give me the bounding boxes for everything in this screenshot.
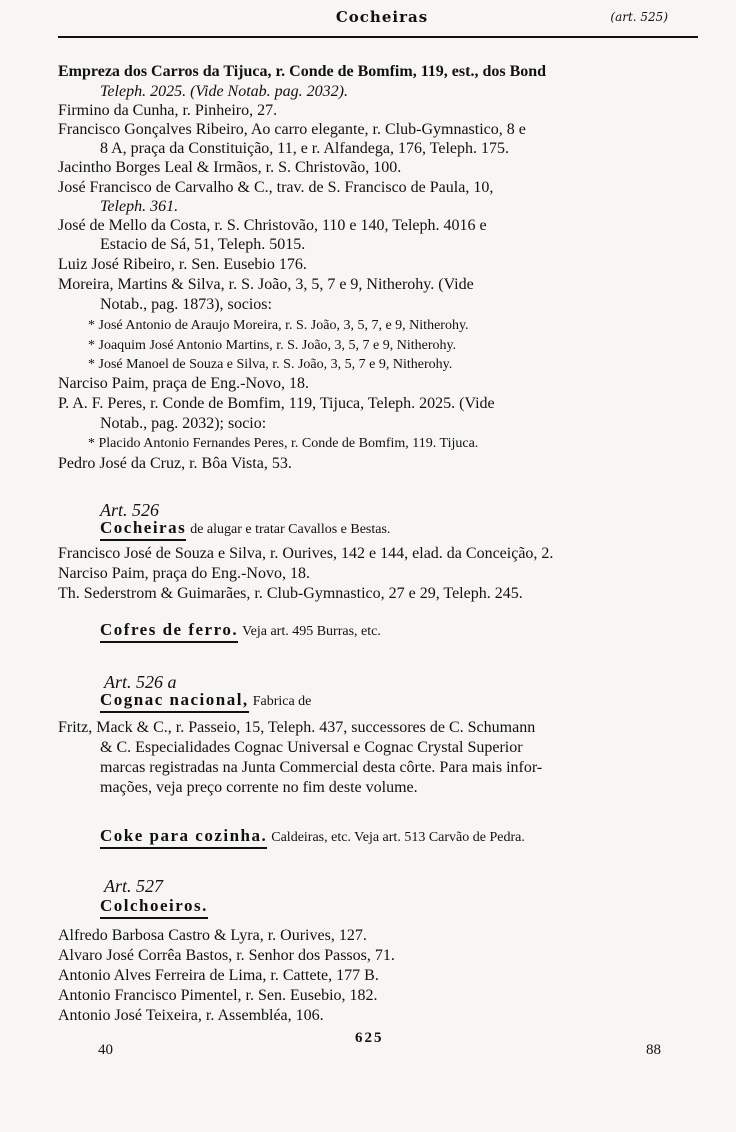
entry-line: Teleph. 2025. (Vide Notab. pag. 2032). — [100, 83, 348, 100]
footer-right-number: 88 — [646, 1042, 661, 1058]
entry-line: Antonio José Teixeira, r. Assembléa, 106. — [58, 1007, 324, 1024]
entry-line: José Francisco de Carvalho & C., trav. de S. Francisco de Paula, 10, — [58, 179, 494, 196]
category-title: Cocheiras — [100, 518, 186, 541]
entry-line: Estacio de Sá, 51, Teleph. 5015. — [100, 236, 306, 253]
category-description: Veja art. 495 Burras, etc. — [242, 624, 381, 639]
entry-line: Teleph. 361. — [100, 198, 179, 215]
entry-line: Luiz José Ribeiro, r. Sen. Eusebio 176. — [58, 256, 307, 273]
entry-line: marcas registradas na Junta Commercial desta côrte. Para mais infor- — [100, 759, 543, 776]
entry-line: Firmino da Cunha, r. Pinheiro, 27. — [58, 102, 278, 119]
header-title: Cocheiras — [335, 8, 429, 26]
entry-line: Alfredo Barbosa Castro & Lyra, r. Ourives, 127. — [58, 927, 367, 944]
article-label: Art. 527 — [104, 876, 164, 896]
entry-line: mações, veja preço corrente no fim deste volume. — [100, 779, 418, 796]
entry-line: Moreira, Martins & Silva, r. S. João, 3, 5, 7 e 9, Nitherohy. (Vide — [58, 276, 474, 293]
running-header — [58, 8, 706, 34]
category-heading — [100, 620, 381, 643]
entry-line: Francisco José de Souza e Silva, r. Ourives, 142 e 144, elad. da Conceição, 2. — [58, 545, 554, 562]
entry-line: 8 A, praça da Constituição, 11, e r. Alfandega, 176, Teleph. 175. — [100, 140, 510, 157]
entry-line: Jacintho Borges Leal & Irmãos, r. S. Christovão, 100. — [58, 159, 402, 176]
entry-line: José de Mello da Costa, r. S. Christovão, 110 e 140, Teleph. 4016 e — [58, 217, 487, 234]
entry-line: Antonio Francisco Pimentel, r. Sen. Eusebio, 182. — [58, 987, 378, 1004]
entry-line: * Joaquim José Antonio Martins, r. S. João, 3, 5, 7 e 9, Nitherohy. — [88, 338, 457, 353]
entry-line: * José Antonio de Araujo Moreira, r. S. João, 3, 5, 7, e 9, Nitherohy. — [88, 318, 469, 333]
category-heading — [100, 518, 390, 541]
entry-line: * José Manoel de Souza e Silva, r. S. João, 3, 5, 7 e 9, Nitherohy. — [88, 357, 453, 372]
category-description: Fabrica de — [252, 694, 312, 709]
header-rule — [58, 36, 698, 38]
entry-line: Narciso Paim, praça de Eng.-Novo, 18. — [58, 375, 310, 392]
entry-line: Pedro José da Cruz, r. Bôa Vista, 53. — [58, 455, 292, 472]
entry-line: Antonio Alves Ferreira de Lima, r. Cattete, 177 B. — [58, 967, 379, 984]
entry-line: & C. Especialidades Cognac Universal e Cognac Crystal Superior — [100, 739, 523, 756]
category-description: de alugar e tratar Cavallos e Bestas. — [190, 522, 391, 537]
category-heading — [100, 690, 311, 713]
entry-line: Empreza dos Carros da Tijuca, r. Conde de Bomfim, 119, est., dos Bond — [58, 63, 547, 80]
article-label: Art. 526 a — [104, 672, 177, 692]
category-description: Caldeiras, etc. Veja art. 513 Carvão de Pedra. — [271, 830, 525, 845]
category-heading — [100, 826, 525, 849]
category-heading — [100, 896, 208, 919]
entry-line: Francisco Gonçalves Ribeiro, Ao carro elegante, r. Club-Gymnastico, 8 e — [58, 121, 526, 138]
category-title: Colchoeiros. — [100, 896, 208, 919]
article-label: Art. 526 — [100, 500, 160, 520]
entry-line: Alvaro José Corrêa Bastos, r. Senhor dos Passos, 71. — [58, 947, 395, 964]
footer-left-number: 40 — [98, 1042, 113, 1058]
entry-line: * Placido Antonio Fernandes Peres, r. Conde de Bomfim, 119. Tijuca. — [88, 436, 479, 451]
category-title: Cognac nacional, — [100, 690, 249, 713]
header-article: (art. 525) — [610, 10, 668, 24]
category-title: Cofres de ferro. — [100, 620, 238, 643]
category-title: Coke para cozinha. — [100, 826, 267, 849]
entry-line: Notab., pag. 2032); socio: — [100, 415, 267, 432]
page-number: 625 — [355, 1030, 384, 1046]
entry-line: Narciso Paim, praça do Eng.-Novo, 18. — [58, 565, 310, 582]
entry-line: Notab., pag. 1873), socios: — [100, 296, 272, 313]
entry-line: Th. Sederstrom & Guimarães, r. Club-Gymnastico, 27 e 29, Teleph. 245. — [58, 585, 523, 602]
entry-line: Fritz, Mack & C., r. Passeio, 15, Teleph. 437, successores de C. Schumann — [58, 719, 536, 736]
entry-line: P. A. F. Peres, r. Conde de Bomfim, 119, Tijuca, Teleph. 2025. (Vide — [58, 395, 495, 412]
